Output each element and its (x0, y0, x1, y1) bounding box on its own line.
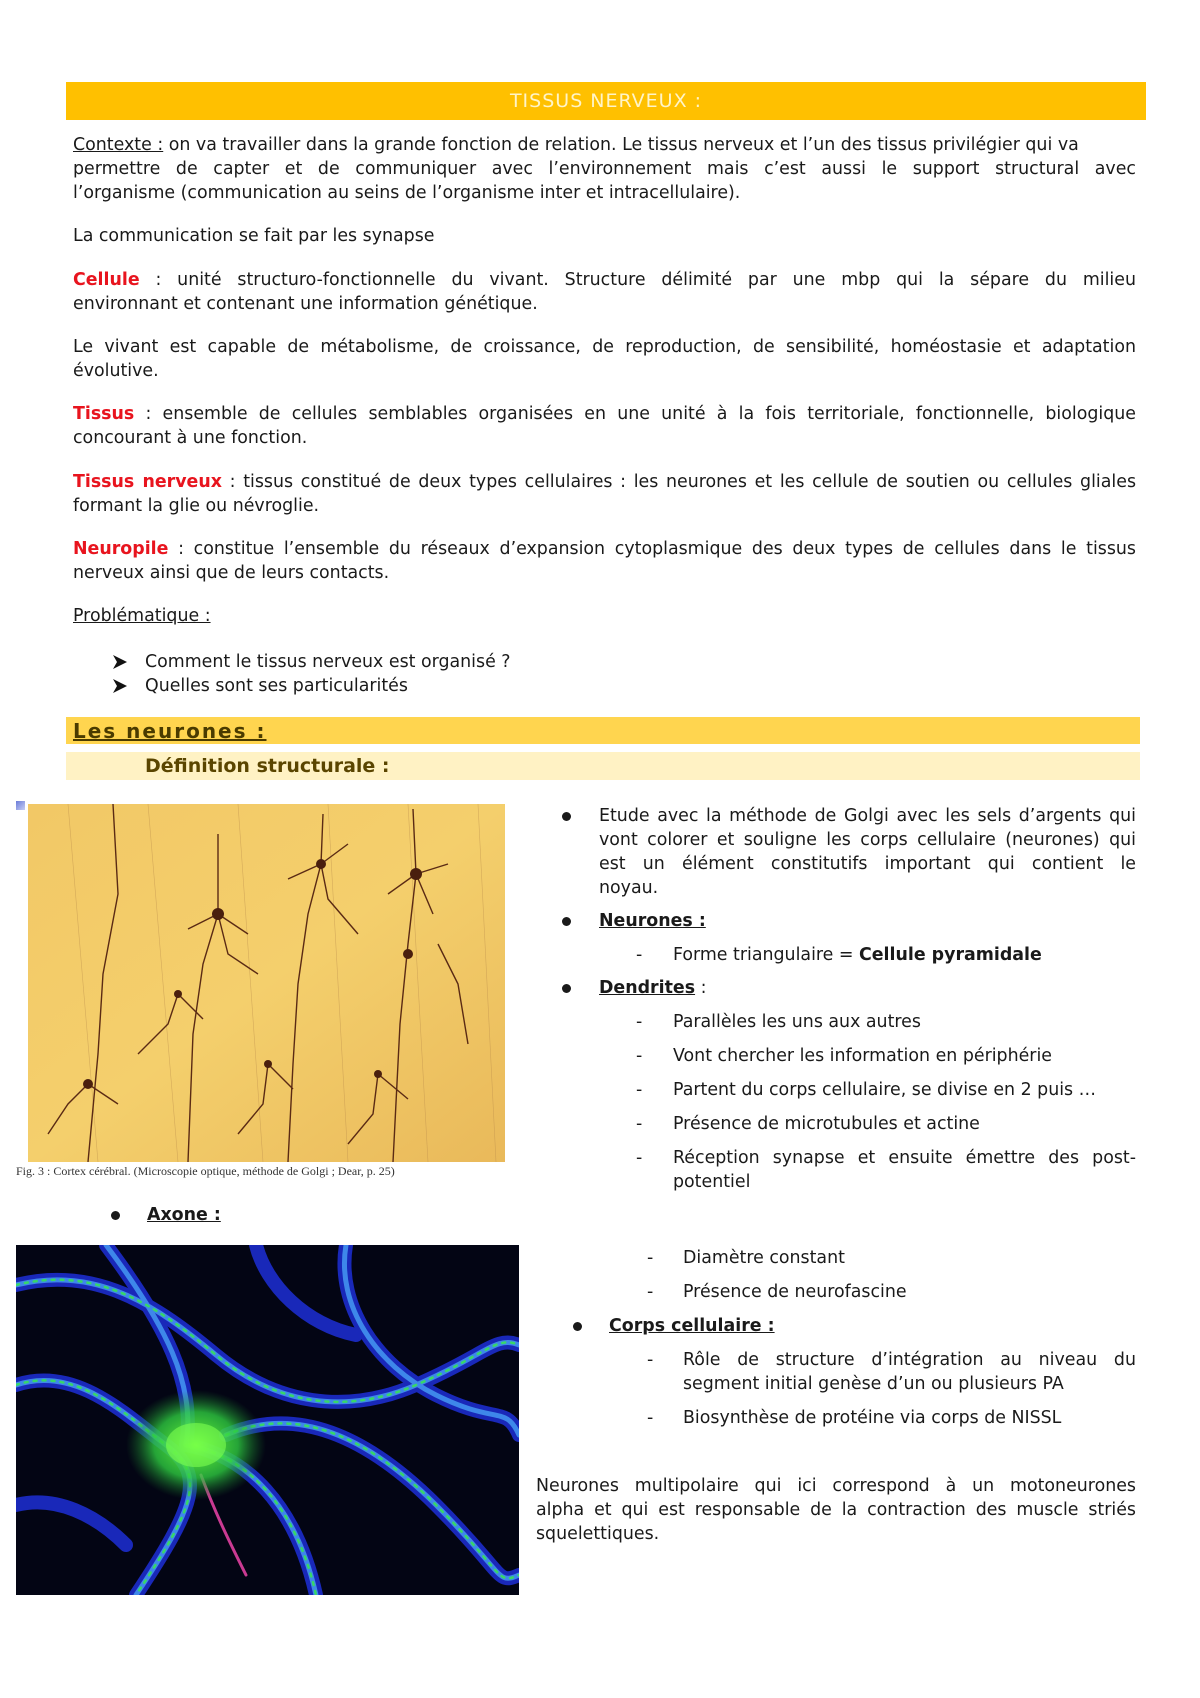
problematique-label: Problématique : (73, 606, 211, 626)
neuropile-definition: Neuropile : constitue l’ensemble du réseaux d’expansion cytoplasmique des deux types de cellules dans le tissus nerveux ainsi que de leurs contacts. (73, 539, 1136, 583)
motoneuron-fluorescence-figure (16, 1245, 519, 1595)
synapse-text: La communication se fait par les synapse (73, 226, 435, 246)
bullet-icon (111, 1211, 120, 1220)
tissus-definition: Tissus : ensemble de cellules semblables organisées en une unité à la fois territoriale, fonctionnelle, biologique concourant à une fonction. (73, 404, 1136, 448)
list-item: Parallèles les uns aux autres (673, 1012, 921, 1032)
page-title: TISSUS NERVEUX : (66, 82, 1146, 120)
list-item: Diamètre constant (683, 1248, 845, 1268)
list-item: Vont chercher les information en périphérie (673, 1046, 1052, 1066)
golgi-description: Etude avec la méthode de Golgi avec les sels d’argents qui vont colorer et souligne les corps cellulaire (neurones) qui est un élément constitutifs important qui contient le noyau. (599, 806, 1136, 898)
dash-bullet: - (636, 945, 643, 965)
list-item: Partent du corps cellulaire, se divise en 2 puis … (673, 1080, 1097, 1100)
tissus-nerveux-definition: Tissus nerveux : tissus constitué de deux types cellulaires : les neurones et les cellule de soutien ou cellules gliales formant la glie ou névroglie. (73, 472, 1137, 516)
cellule-term: Cellule (73, 270, 140, 290)
contexte-label: Contexte : (73, 135, 164, 155)
neurones-item: Forme triangulaire = Cellule pyramidale (673, 945, 1042, 965)
problematique-list (111, 650, 1011, 698)
figure-caption: Fig. 3 : Cortex cérébral. (Microscopie optique, méthode de Golgi ; Dear, p. 25) (16, 1164, 395, 1178)
bullet-icon (573, 1322, 582, 1331)
tissus-nerveux-term: Tissus nerveux (73, 472, 222, 492)
tissus-term: Tissus (73, 404, 135, 424)
list-item: Réception synapse et ensuite émettre des post- potentiel (673, 1148, 1136, 1192)
golgi-cortex-figure (28, 804, 505, 1162)
list-item: Biosynthèse de protéine via corps de NISSL (683, 1408, 1062, 1428)
neuropile-term: Neuropile (73, 539, 169, 559)
section-heading: Les neurones : (73, 719, 267, 743)
list-item: Comment le tissus nerveux est organisé ? (111, 650, 1011, 674)
list-item: Quelles sont ses particularités (111, 674, 1011, 698)
arrowhead-bullet-icon (111, 677, 129, 695)
dendrites-label: Dendrites : (599, 978, 707, 998)
list-item: Présence de neurofascine (683, 1282, 907, 1302)
corps-cellulaire-label: Corps cellulaire : (609, 1316, 775, 1336)
subsection-heading: Définition structurale : (145, 755, 390, 777)
bullet-icon (562, 984, 571, 993)
multipolaire-paragraph: Neurones multipolaire qui ici correspond à un motoneurones alpha et qui est responsable de la contraction des muscle striés squelettiques. (536, 1476, 1136, 1544)
bullet-icon (562, 917, 571, 926)
vivant-paragraph: Le vivant est capable de métabolisme, de croissance, de reproduction, de sensibilité, homéostasie et adaptation évolutive. (73, 337, 1136, 381)
cellule-definition: Cellule : unité structuro-fonctionnelle du vivant. Structure délimité par une mbp qui la sépare du milieu environnant et contenant une information génétique. (73, 270, 1136, 314)
neurones-label: Neurones : (599, 911, 706, 931)
arrowhead-bullet-icon (111, 653, 129, 671)
list-item: Présence de microtubules et actine (673, 1114, 980, 1134)
list-item: Rôle de structure d’intégration au niveau du segment initial genèse d’un ou plusieurs PA (683, 1350, 1136, 1394)
contexte-paragraph: Contexte : on va travailler dans la grande fonction de relation. Le tissus nerveux et l’un des tissus privilégier qui va permettre de capter et de communiquer avec l’environnement mais c’est aussi le support structural avec l’organisme (communication au seins de l’organisme inter et intracellulaire). (73, 135, 1136, 203)
anchor-marker-icon (16, 801, 25, 810)
axone-label: Axone : (147, 1205, 221, 1225)
bullet-icon (562, 812, 571, 821)
